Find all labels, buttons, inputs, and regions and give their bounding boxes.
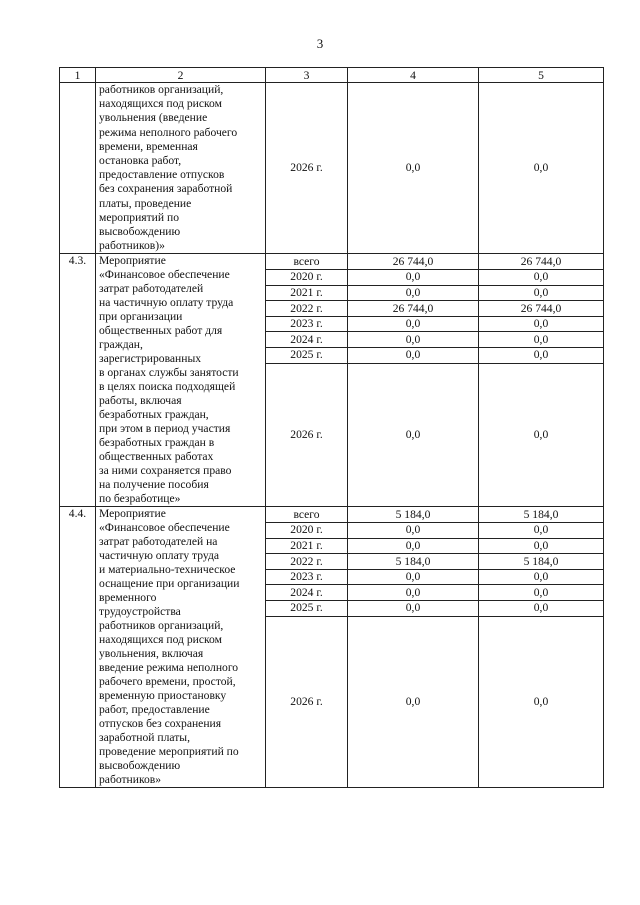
description-line: высвобождению [99,225,181,239]
description-line: общественных работ для [99,324,223,338]
amount-cell: 5 184,0 [479,507,604,523]
amount-cell: 26 744,0 [348,301,479,317]
amount-cell: 0,0 [479,569,604,585]
description-line: работников» [99,773,162,787]
amount-cell: 0,0 [479,616,604,788]
amount-cell: 0,0 [348,601,479,617]
description-line: при организации [99,310,183,324]
description-line: и материально-техническое [99,563,236,577]
description-line: находящихся под риском [99,633,222,647]
amount-cell: 0,0 [479,363,604,507]
description-line: мероприятий по [99,210,179,224]
amount-cell: 0,0 [348,569,479,585]
description-line: временного [99,591,157,605]
description-line: частичную оплату труда [99,549,219,563]
amount-cell: 0,0 [479,83,604,254]
year-cell: 2023 г. [266,316,348,332]
amount-cell: 26 744,0 [348,254,479,270]
amount-cell: 26 744,0 [479,301,604,317]
amount-cell: 0,0 [479,601,604,617]
year-cell: 2024 г. [266,332,348,348]
column-header: 5 [479,68,604,83]
year-cell: 2020 г. [266,523,348,539]
amount-cell: 0,0 [348,363,479,507]
amount-cell: 26 744,0 [479,254,604,270]
amount-cell: 0,0 [348,616,479,788]
description-line: работы, включая [99,394,182,408]
description-cell [96,83,266,254]
description-line: граждан, [99,338,143,352]
description-line: рабочего времени, простой, [99,675,236,689]
amount-cell: 0,0 [348,332,479,348]
description-line: увольнения (введение [99,111,208,125]
description-line: в органах службы занятости [99,366,239,380]
description-line: на получение пособия [99,478,209,492]
column-header: 4 [348,68,479,83]
year-cell: 2023 г. [266,569,348,585]
number-cell: 4.3. [60,254,96,507]
amount-cell: 0,0 [348,83,479,254]
amount-cell: 0,0 [348,585,479,601]
description-line: зарегистрированных [99,352,202,366]
amount-cell: 0,0 [348,316,479,332]
description-line: работников организаций, [99,619,224,633]
description-line: проведение мероприятий по [99,745,239,759]
description-line: в целях поиска подходящей [99,380,236,394]
description-line: без сохранения заработной [99,182,233,196]
description-line: времени, временная [99,139,198,153]
year-cell: 2025 г. [266,348,348,364]
description-line: заработной платы, [99,731,190,745]
table-body [60,68,604,788]
amount-cell: 0,0 [348,348,479,364]
budget-table [59,67,604,788]
description-line: за ними сохраняется право [99,464,232,478]
amount-cell: 0,0 [479,523,604,539]
description-line: находящихся под риском [99,97,222,111]
amount-cell: 0,0 [479,270,604,286]
description-line: работников организаций, [99,83,224,96]
description-cell [96,254,266,507]
number-cell [60,83,96,254]
header-row [60,68,604,83]
description-line: остановка работ, [99,154,182,168]
year-cell: 2022 г. [266,301,348,317]
table-row [60,254,604,270]
description-line: затрат работодателей [99,282,204,296]
description-line: на частичную оплату труда [99,296,234,310]
year-cell: всего [266,507,348,523]
description-line: Мероприятие [99,254,166,268]
description-cell [96,507,266,788]
description-line: оснащение при организации [99,577,240,591]
year-cell: 2025 г. [266,601,348,617]
amount-cell: 0,0 [348,538,479,554]
description-line: работ, предоставление [99,703,210,717]
year-cell: всего [266,254,348,270]
amount-cell: 0,0 [479,538,604,554]
year-cell: 2026 г. [266,363,348,507]
description-line: отпусков без сохранения [99,717,222,731]
amount-cell: 0,0 [348,285,479,301]
description-line: безработных граждан в [99,436,215,450]
table-row [60,507,604,523]
year-cell: 2026 г. [266,616,348,788]
column-header: 3 [266,68,348,83]
description-line: введение режима неполного [99,661,239,675]
year-cell: 2021 г. [266,285,348,301]
description-line: увольнения, включая [99,647,204,661]
amount-cell: 0,0 [348,523,479,539]
amount-cell: 0,0 [479,585,604,601]
year-cell: 2026 г. [266,83,348,254]
description-line: общественных работах [99,450,214,464]
year-cell: 2020 г. [266,270,348,286]
amount-cell: 0,0 [479,332,604,348]
year-cell: 2022 г. [266,554,348,570]
description-line: трудоустройства [99,605,181,619]
description-line: Мероприятие [99,507,166,521]
column-header: 1 [60,68,96,83]
description-line: по безработице» [99,492,181,506]
amount-cell: 0,0 [348,270,479,286]
page-number: 3 [316,36,324,51]
description-line: платы, проведение [99,196,192,210]
description-line: высвобождению [99,759,181,773]
description-line: при этом в период участия [99,422,231,436]
description-line: предоставление отпусков [99,168,225,182]
description-line: режима неполного рабочего [99,125,238,139]
amount-cell: 5 184,0 [348,554,479,570]
description-line: работников)» [99,239,165,253]
amount-cell: 5 184,0 [348,507,479,523]
number-cell: 4.4. [60,507,96,788]
description-line: безработных граждан, [99,408,209,422]
year-cell: 2021 г. [266,538,348,554]
amount-cell: 0,0 [479,285,604,301]
amount-cell: 0,0 [479,316,604,332]
amount-cell: 5 184,0 [479,554,604,570]
amount-cell: 0,0 [479,348,604,364]
column-header: 2 [96,68,266,83]
description-line: «Финансовое обеспечение [99,521,230,535]
description-line: «Финансовое обеспечение [99,268,230,282]
description-line: временную приостановку [99,689,227,703]
description-line: затрат работодателей на [99,535,218,549]
continuation-row [60,83,604,254]
year-cell: 2024 г. [266,585,348,601]
